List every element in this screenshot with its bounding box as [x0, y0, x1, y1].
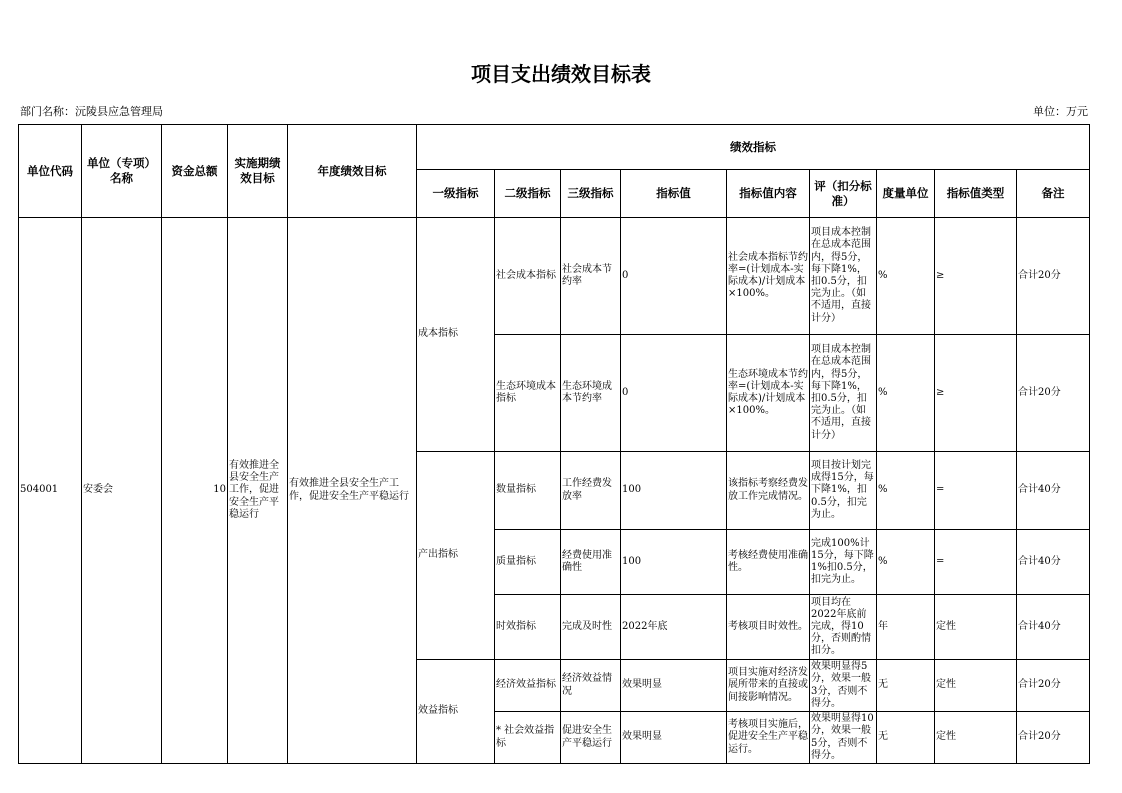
header-unit-code: 单位代码 [19, 125, 82, 218]
scoring-standard: 效果明显得10分，效果一般5分，否则不得分。 [810, 712, 877, 764]
level2-cell: 质量指标 [495, 530, 561, 595]
total-funds: 10 [162, 218, 228, 764]
level3-cell: 社会成本节约率 [561, 218, 621, 335]
header-level2: 二级指标 [495, 170, 561, 218]
level2-cell: 生态环境成本指标 [495, 335, 561, 452]
indicator-value: 100 [621, 530, 727, 595]
header-measure-unit: 度量单位 [877, 170, 935, 218]
indicator-value: 效果明显 [621, 712, 727, 764]
measure-unit: % [877, 530, 935, 595]
header-value: 指标值 [621, 170, 727, 218]
header-scoring: 评（扣分标准） [810, 170, 877, 218]
level3-cell: 经费使用准确性 [561, 530, 621, 595]
indicator-value: 效果明显 [621, 660, 727, 712]
indicator-content: 考核经费使用准确性。 [727, 530, 810, 595]
level1-cell: 效益指标 [417, 660, 495, 764]
header-unit-name: 单位（专项）名称 [82, 125, 162, 218]
indicator-content: 社会成本指标节约率=(计划成本-实际成本)/计划成本×100%。 [727, 218, 810, 335]
remark: 合计20分 [1017, 712, 1090, 764]
scoring-standard: 项目成本控制在总成本范围内，得5分，每下降1%，扣0.5分，扣完为止。（如不适用，直接计分） [810, 335, 877, 452]
level2-cell: 社会成本指标 [495, 218, 561, 335]
remark: 合计20分 [1017, 660, 1090, 712]
page-title: 项目支出绩效目标表 [471, 62, 651, 86]
remark: 合计40分 [1017, 595, 1090, 660]
measure-unit: % [877, 218, 935, 335]
header-value-type: 指标值类型 [935, 170, 1017, 218]
measure-unit: % [877, 452, 935, 530]
indicator-content: 该指标考察经费发放工作完成情况。 [727, 452, 810, 530]
value-type: 定性 [935, 660, 1017, 712]
remark: 合计40分 [1017, 452, 1090, 530]
scoring-standard: 项目均在2022年底前完成，得10分，否则酌情扣分。 [810, 595, 877, 660]
scoring-standard: 项目按计划完成得15分，每下降1%，扣0.5分，扣完为止。 [810, 452, 877, 530]
indicator-value: 0 [621, 335, 727, 452]
level3-cell: 经济效益情况 [561, 660, 621, 712]
header-performance: 绩效指标 [417, 125, 1090, 170]
header-level1: 一级指标 [417, 170, 495, 218]
unit-code: 504001 [19, 218, 82, 764]
level3-cell: 完成及时性 [561, 595, 621, 660]
level2-cell: * 社会效益指标 [495, 712, 561, 764]
indicator-content: 考核项目时效性。 [727, 595, 810, 660]
value-type: = [935, 530, 1017, 595]
header-remark: 备注 [1017, 170, 1090, 218]
value-type: 定性 [935, 712, 1017, 764]
level1-cell: 成本指标 [417, 218, 495, 452]
header-level3: 三级指标 [561, 170, 621, 218]
remark: 合计40分 [1017, 530, 1090, 595]
scoring-standard: 完成100%计15分，每下降1%扣0.5分，扣完为止。 [810, 530, 877, 595]
value-type: = [935, 452, 1017, 530]
unit-name: 安委会 [82, 218, 162, 764]
table-row [19, 218, 1090, 335]
remark: 合计20分 [1017, 335, 1090, 452]
indicator-value: 100 [621, 452, 727, 530]
indicator-content: 生态环境成本节约率=(计划成本-实际成本)/计划成本×100%。 [727, 335, 810, 452]
indicator-content: 项目实施对经济发展所带来的直接或间接影响情况。 [727, 660, 810, 712]
level3-cell: 工作经费发放率 [561, 452, 621, 530]
level3-cell: 生态环境成本节约率 [561, 335, 621, 452]
measure-unit: % [877, 335, 935, 452]
performance-table [18, 124, 1090, 764]
scoring-standard: 效果明显得5分，效果一般3分，否则不得分。 [810, 660, 877, 712]
level2-cell: 经济效益指标 [495, 660, 561, 712]
level2-cell: 时效指标 [495, 595, 561, 660]
measure-unit: 无 [877, 660, 935, 712]
indicator-content: 考核项目实施后，促进安全生产平稳运行。 [727, 712, 810, 764]
level1-cell: 产出指标 [417, 452, 495, 660]
measure-unit: 年 [877, 595, 935, 660]
annual-goal: 有效推进全县安全生产工作，促进安全生产平稳运行 [288, 218, 417, 764]
department-name: 部门名称：沅陵县应急管理局 [20, 105, 163, 118]
value-type: ≥ [935, 218, 1017, 335]
indicator-value: 0 [621, 218, 727, 335]
level3-cell: 促进安全生产平稳运行 [561, 712, 621, 764]
indicator-value: 2022年底 [621, 595, 727, 660]
value-type: ≥ [935, 335, 1017, 452]
period-goal: 有效推进全县安全生产工作，促进安全生产平稳运行 [228, 218, 288, 764]
remark: 合计20分 [1017, 218, 1090, 335]
header-period-goal: 实施期绩效目标 [228, 125, 288, 218]
header-annual-goal: 年度绩效目标 [288, 125, 417, 218]
header-total-funds: 资金总额 [162, 125, 228, 218]
scoring-standard: 项目成本控制在总成本范围内，得5分，每下降1%，扣0.5分，扣完为止。（如不适用，直接计分） [810, 218, 877, 335]
measure-unit: 无 [877, 712, 935, 764]
level2-cell: 数量指标 [495, 452, 561, 530]
header-content: 指标值内容 [727, 170, 810, 218]
value-type: 定性 [935, 595, 1017, 660]
currency-unit: 单位：万元 [1033, 105, 1088, 118]
